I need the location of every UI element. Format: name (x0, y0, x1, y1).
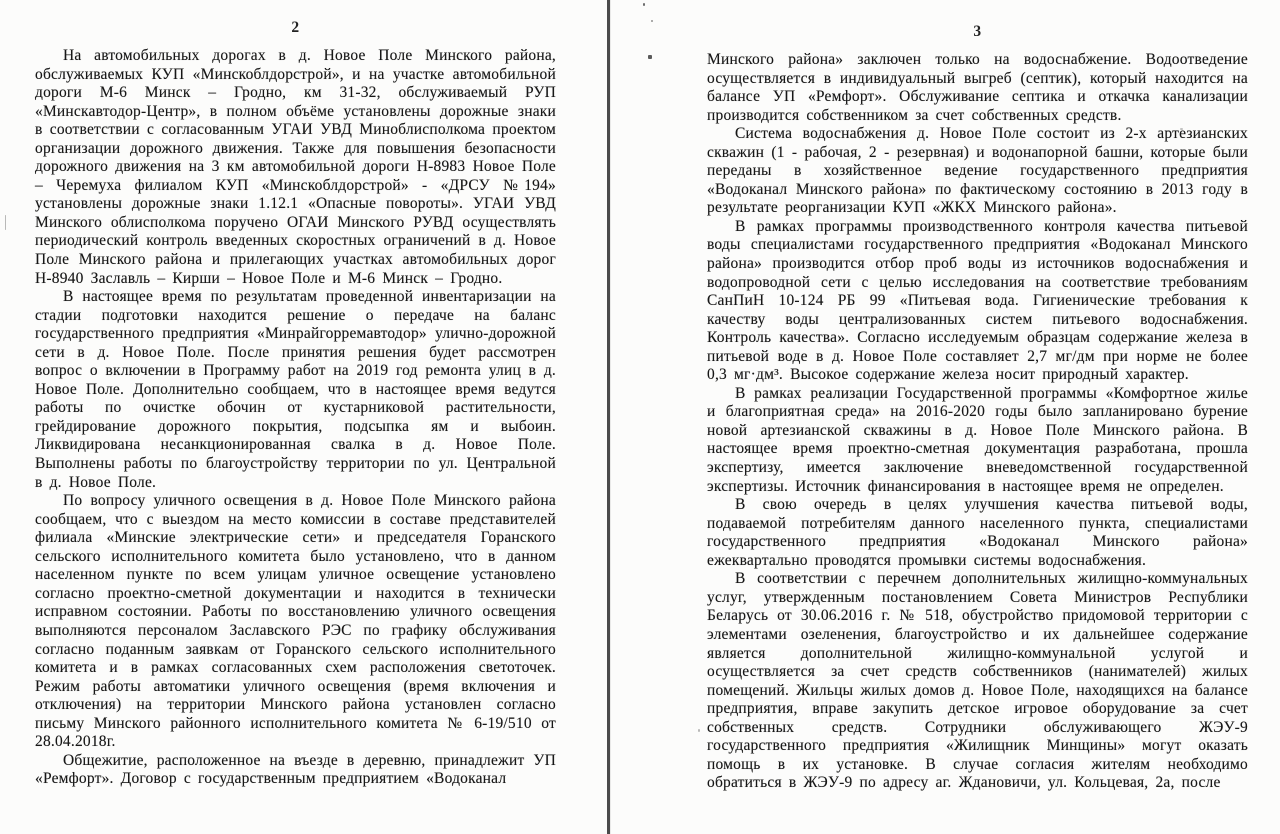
paragraph: В настоящее время по результатам проведенной инвентаризации на стадии подготовки находится решение о передаче на баланс государственного предприятия «Минрайгорремавтодор» улично-дорожной сети в д. Новое Поле. После принятия решения будет рассмотрен вопрос о включении в Программу работ на 2019 год ремонта улиц в д. Новое Поле. Дополнительно сообщаем, что в настоящее время ведутся работы по очистке обочин от кустарниковой растительности, грейдирование дорожного покрытия, подсыпка ям и выбоин. Ликвидирована несанкционированная свалка в д. Новое Поле. Выполнены работы по благоустройству территории по ул. Центральной в д. Новое Поле. (35, 288, 556, 491)
paragraph: В рамках реализации Государственной программы «Комфортное жилье и благоприятная среда» на 2016-2020 годы было запланировано бурение новой артезианской скважины в д. Новое Поле Минского района. В настоящее время проектно-сметная документация разработана, прошла экспертизу, имеется заключение вневедомственной государственной экспертизы. Источник финансирования в настоящее время не определен. (707, 384, 1248, 495)
paragraph: В соответствии с перечнем дополнительных жилищно-коммунальных услуг, утвержденным постановлением Совета Министров Республики Беларусь от 30.06.2016 г. № 518, обустройство придомовой территории с элементами озеленения, благоустройство и их дальнейшее содержание является дополнительной жилищно-коммунальной услугой и осуществляется за счет средств собственников (нанимателей) жилых помещений. Жильцы жилых домов д. Новое Поле, находящихся на балансе предприятия, вправе закупить детское игровое оборудование за счет собственных средств. Сотрудники обслуживающего ЖЭУ-9 государственного предприятия «Жилищник Минщины» могут оказать помощь в их установке. В случае согласия жителям необходимо обратиться в ЖЭУ-9 по адресу аг. Ждановичи, ул. Кольцевая, 2а, после (707, 570, 1248, 792)
page-number: 3 (973, 23, 982, 40)
scan-artifact (643, 3, 645, 6)
scan-artifact (5, 215, 6, 230)
paragraph: По вопросу уличного освещения в д. Новое Поле Минского района сообщаем, что с выездом на место комиссии в составе представителей филиала «Минские электрические сети» и председателя Горанского сельского исполнительного комитета было установлено, что в данном населенном пункте по всем улицам уличное освещение установлено согласно проектно-сметной документации и находится в технически исправном состоянии. Работы по восстановлению уличного освещения выполняются персоналом Заславского РЭС по графику обслуживания согласно поданным заявкам от Горанского сельского исполнительного комитета и в рамках согласованных схем расположения светоточек. Режим работы автоматики уличного освещения (время включения и отключения) на территории Минского района установлен согласно письму Минского районного исполнительного комитета № 6-19/510 от 28.04.2018г. (35, 492, 556, 751)
scan-artifact (651, 20, 653, 22)
scan-artifact (1180, 128, 1183, 130)
paragraph: В рамках программы производственного контроля качества питьевой воды специалистами государственного предприятия «Водоканал Минского района» производится отбор проб воды из источников водоснабжения и водопроводной сети с целью исследования на соответствие требованиям СанПиН 10-124 РБ 99 «Питьевая вода. Гигиенические требования к качеству воды централизованных систем питьевого водоснабжения. Контроль качества». Согласно исследуемым образцам содержание железа в питьевой воде в д. Новое Поле составляет 2,7 мг/дм при норме не более 0,3 мг·дм³. Высокое содержание железа носит природный характер. (707, 217, 1248, 384)
paragraph: Общежитие, расположенное на въезде в деревню, принадлежит УП «Ремфорт». Договор с государственным предприятием «Водоканал (35, 751, 556, 788)
paragraph: Система водоснабжения д. Новое Поле состоит из 2-х артезианских скважин (1 - рабочая, 2 - резервная) и водонапорной башни, которые были переданы в хозяйственное ведение государственного предприятия «Водоканал Минского района» по фактическому состоянию в 2013 году в результате реорганизации КУП «ЖКХ Минского района». (707, 125, 1248, 217)
page-2 (35, 0, 556, 789)
scan-artifact (698, 729, 700, 732)
paragraph: На автомобильных дорогах в д. Новое Поле Минского района, обслуживаемых КУП «Минскоблдорстрой», и на участке автомобильной дороги М-6 Минск – Гродно, км 31-32, обслуживаемый РУП «Минскавтодор-Центр», в полном объёме установлены дорожные знаки в соответствии с согласованным УГАИ УВД Миноблисполкома проектом организации дорожного движения. Также для повышения безопасности дорожного движения на 3 км автомобильной дороги Н-8983 Новое Поле – Черемуха филиалом КУП «Минскоблдорстрой» - «ДРСУ №194» установлены дорожные знаки 1.12.1 «Опасные повороты». УГАИ УВД Минского облисполкома поручено ОГАИ Минского РУВД осуществлять периодический контроль введенных скоростных ограничений в д. Новое Поле Минского района и прилегающих участках автомобильных дорог Н-8940 Заславль – Кирши – Новое Поле и М-6 Минск – Гродно. (35, 47, 556, 287)
paragraph: В свою очередь в целях улучшения качества питьевой воды, подаваемой потребителям данного населенного пункта, специалистами государственного предприятия «Водоканал Минского района» ежеквартально проводятся промывки системы водоснабжения. (707, 496, 1248, 569)
page-3 (707, 0, 1248, 793)
page-number: 2 (291, 19, 300, 36)
page-fold-divider (607, 0, 610, 834)
scan-artifact (648, 55, 652, 59)
paragraph-continuation: Минского района» заключен только на водоснабжение. Водоотведение осуществляется в индивидуальный выгреб (септик), который находится на балансе УП «Ремфорт». Обслуживание септика и откачка канализации производится собственником за счет собственных средств. (707, 51, 1248, 124)
page-2-body (35, 47, 556, 789)
page-3-body (707, 51, 1248, 793)
